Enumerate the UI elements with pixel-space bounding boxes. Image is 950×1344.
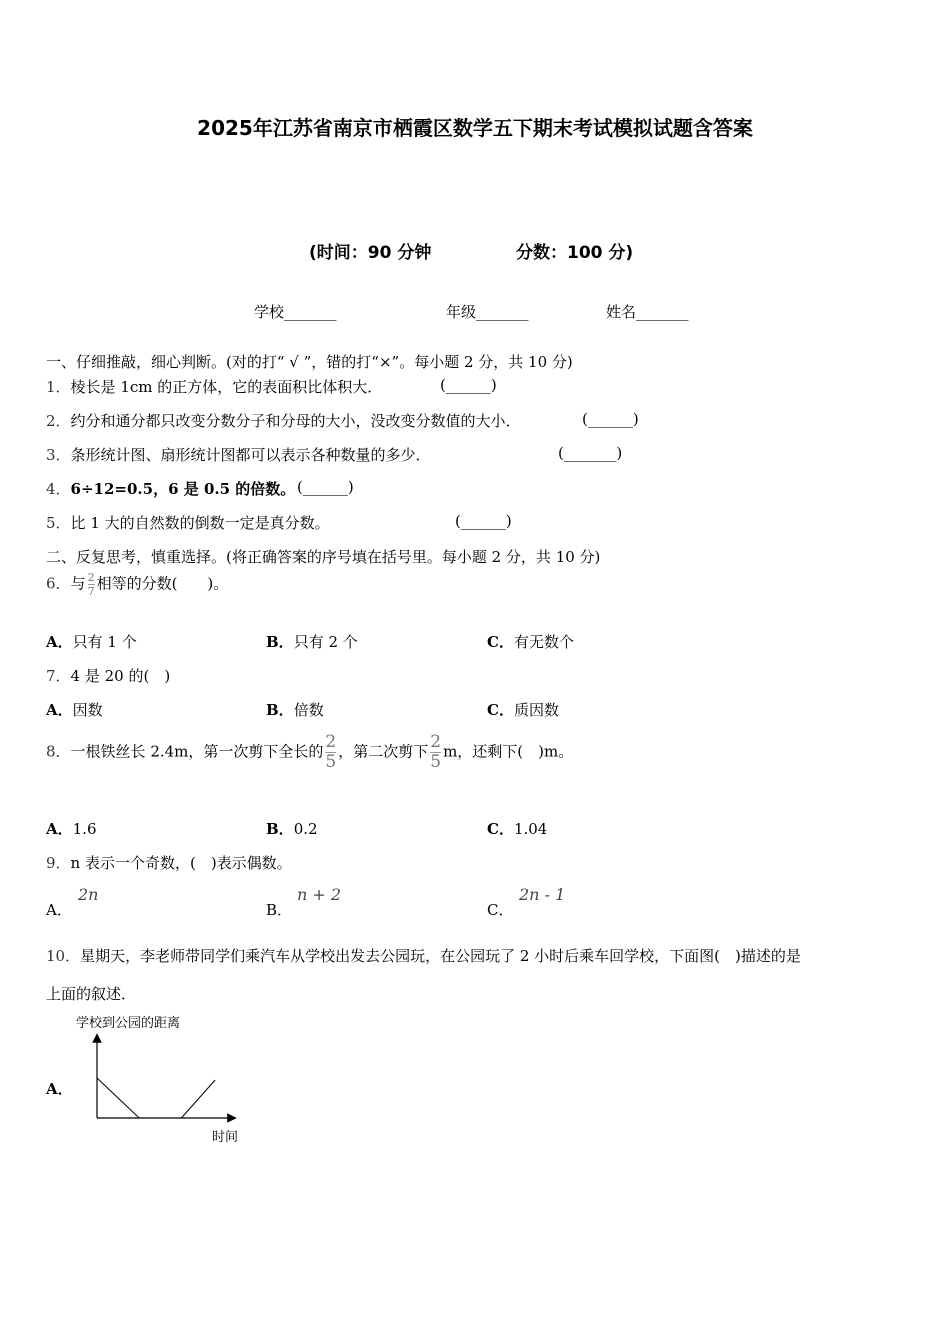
grade-field: 年级_______ bbox=[446, 303, 529, 321]
q8-option-c: C．1.04 bbox=[487, 820, 548, 838]
section-1-heading: 一、仔细推敲，细心判断。(对的打“ √ ”，错的打“×”。每小题 2 分，共 10 分) bbox=[46, 353, 573, 371]
question-number: 6． bbox=[46, 574, 71, 593]
q6-option-c: C．有无数个 bbox=[487, 633, 574, 651]
series-segment bbox=[97, 1078, 139, 1118]
answer-blank-4: (______) bbox=[297, 478, 354, 496]
question-number: 8． bbox=[46, 742, 71, 761]
answer-blank-3: (_______) bbox=[558, 444, 623, 462]
time-limit: (时间：90 分钟 bbox=[309, 243, 432, 263]
q6-option-b: B．只有 2 个 bbox=[266, 633, 358, 651]
question-text-post: 相等的分数( )。 bbox=[96, 574, 229, 593]
q6-option-a: A．只有 1 个 bbox=[46, 633, 137, 651]
q8-option-b: B．0.2 bbox=[266, 820, 318, 838]
question-text-pre: 与 bbox=[70, 574, 86, 593]
q9-option-b-expr: n + 2 bbox=[297, 885, 342, 904]
question-text-part2: ，第二次剪下 bbox=[338, 742, 429, 761]
question-10 bbox=[46, 945, 801, 966]
question-number: 7． bbox=[46, 667, 71, 685]
x-axis-label: 时间 bbox=[212, 1130, 239, 1145]
question-3 bbox=[46, 444, 431, 465]
q7-option-c: C．质因数 bbox=[487, 701, 559, 719]
question-number: 4． bbox=[46, 480, 71, 498]
question-text: 棱长是 1cm 的正方体，它的表面积比体积大． bbox=[70, 378, 383, 396]
question-text-part3: m，还剩下( )m。 bbox=[443, 742, 574, 761]
question-number: 2． bbox=[46, 412, 71, 430]
question-number: 10． bbox=[46, 947, 81, 965]
question-5 bbox=[46, 512, 330, 533]
q9-option-c-key: C． bbox=[487, 901, 514, 919]
series-layer bbox=[97, 1078, 215, 1118]
q9-option-a-expr: 2n bbox=[78, 885, 99, 904]
name-field: 姓名_______ bbox=[606, 303, 689, 321]
question-text-line1: 星期天，李老师带同学们乘汽车从学校出发去公园玩，在公园玩了 2 小时后乘车回学校，下面图( )描述的是 bbox=[80, 947, 801, 965]
school-field: 学校_______ bbox=[254, 303, 337, 321]
question-number: 5． bbox=[46, 514, 71, 532]
answer-blank-2: (______) bbox=[582, 410, 639, 428]
question-8 bbox=[46, 734, 573, 771]
fraction-two-fifths: $\frac{2}{5}$ bbox=[430, 732, 442, 772]
total-score: 分数：100 分) bbox=[516, 243, 634, 263]
q9-option-a-key: A． bbox=[46, 901, 72, 919]
question-10-line2: 上面的叙述． bbox=[46, 985, 137, 1003]
question-2 bbox=[46, 410, 521, 431]
question-text: n 表示一个奇数，( )表示偶数。 bbox=[70, 854, 292, 872]
question-9 bbox=[46, 852, 292, 873]
q8-option-a: A．1.6 bbox=[46, 820, 97, 838]
q7-option-b: B．倍数 bbox=[266, 701, 324, 719]
section-2-heading: 二、反复思考，慎重选择。(将正确答案的序号填在括号里。每小题 2 分，共 10 分) bbox=[46, 548, 601, 566]
series-segment bbox=[181, 1080, 215, 1118]
question-number: 1． bbox=[46, 378, 71, 396]
question-6 bbox=[46, 572, 228, 597]
question-text: 约分和通分都只改变分数分子和分母的大小，没改变分数值的大小． bbox=[70, 412, 521, 430]
q7-option-a: A．因数 bbox=[46, 701, 103, 719]
answer-blank-5: (______) bbox=[455, 512, 512, 530]
question-text: 比 1 大的自然数的倒数一定是真分数。 bbox=[70, 514, 330, 532]
y-axis-label: 学校到公园的距离 bbox=[76, 1016, 181, 1031]
question-text: 4 是 20 的( ) bbox=[70, 667, 171, 685]
question-text-part1: 一根铁丝长 2.4m，第一次剪下全长的 bbox=[70, 742, 324, 761]
question-text: 条形统计图、扇形统计图都可以表示各种数量的多少． bbox=[70, 446, 431, 464]
distance-time-chart bbox=[60, 1008, 260, 1150]
question-number: 9． bbox=[46, 854, 71, 872]
q9-option-c-expr: 2n - 1 bbox=[519, 885, 566, 904]
q9-option-b-key: B． bbox=[266, 901, 293, 919]
fraction-two-fifths: $\frac{2}{5}$ bbox=[325, 732, 337, 772]
document-title: 2025年江苏省南京市栖霞区数学五下期末考试模拟试题含答案 bbox=[197, 116, 753, 140]
question-1 bbox=[46, 376, 382, 397]
answer-blank-1: (______) bbox=[440, 376, 497, 394]
q10-option-a-key: A． bbox=[46, 1080, 73, 1098]
question-4 bbox=[46, 478, 295, 499]
question-7 bbox=[46, 665, 170, 686]
question-text: 6÷12=0.5，6 是 0.5 的倍数。 bbox=[70, 480, 296, 498]
question-number: 3． bbox=[46, 446, 71, 464]
fraction-two-sevenths: $\frac{2}{7}$ bbox=[87, 571, 95, 598]
